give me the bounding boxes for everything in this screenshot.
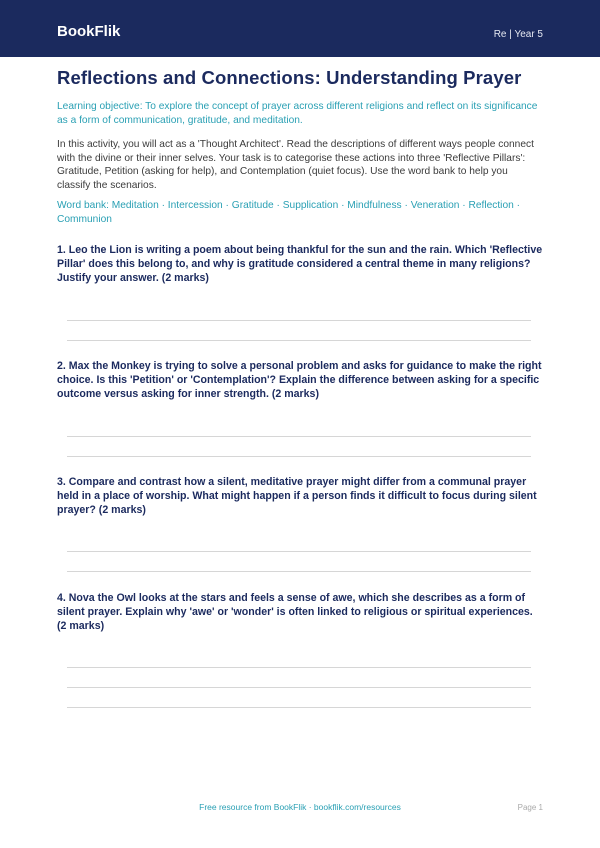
- brand-logo: BookFlik: [57, 23, 121, 40]
- answer-line[interactable]: [67, 707, 531, 708]
- question-1: 1. Leo the Lion is writing a poem about being thankful for the sun and the rain. Which 'Reflective Pillar' does this belong to, and why is gratitude considered a central theme in many religions? Justify your answer. (2 marks): [57, 244, 543, 284]
- answer-line[interactable]: [67, 687, 531, 688]
- answer-line[interactable]: [67, 456, 531, 457]
- answer-line[interactable]: [67, 340, 531, 341]
- answer-line[interactable]: [67, 551, 531, 552]
- page-number: Page 1: [517, 803, 543, 812]
- page-title: Reflections and Connections: Understanding Prayer: [57, 67, 522, 88]
- learning-objective: Learning objective: To explore the concept of prayer across different religions and reflect on its significance as a form of communication, gratitude, and meditation.: [57, 101, 538, 126]
- page-header: [0, 0, 600, 57]
- question-3: 3. Compare and contrast how a silent, meditative prayer might differ from a communal prayer held in a place of worship. What might happen if a person finds it difficult to focus during silent prayer? (2 marks): [57, 476, 537, 516]
- footer-resource-link[interactable]: Free resource from BookFlik · bookflik.com/resources: [199, 802, 401, 812]
- question-2: 2. Max the Monkey is trying to solve a personal problem and asks for guidance to make the right choice. Is this 'Petition' or 'Contemplation'? Explain the difference between asking for a specific outcome versus asking for inner strength. (2 marks): [57, 360, 542, 400]
- answer-line[interactable]: [67, 436, 531, 437]
- subject-year: Re | Year 5: [493, 29, 543, 40]
- question-4: 4. Nova the Owl looks at the stars and feels a sense of awe, which she describes as a form of silent prayer. Explain why 'awe' or 'wonder' is often linked to religious or spiritual experiences. (2 marks): [57, 592, 533, 632]
- word-bank: Word bank: Meditation · Intercession · Gratitude · Supplication · Mindfulness · Veneration · Reflection · Communion: [57, 200, 520, 225]
- answer-line[interactable]: [67, 667, 531, 668]
- answer-line[interactable]: [67, 320, 531, 321]
- activity-intro: In this activity, you will act as a 'Thought Architect'. Read the descriptions of different ways people connect with the divine or their inner selves. Your task is to categorise these actions into three 'Reflective Pillars': Gratitude, Petition (asking for help), and Contemplation (quiet focus). Use the word bank to help you classify the scenarios.: [57, 139, 534, 191]
- answer-line[interactable]: [67, 571, 531, 572]
